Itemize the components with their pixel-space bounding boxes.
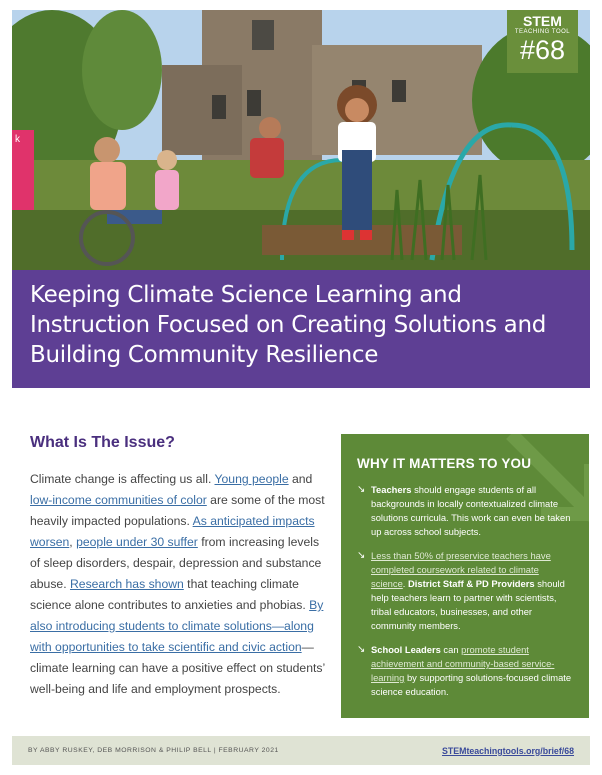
- link-promote-student-achievement[interactable]: promote student achievement and community-based service-learning: [371, 644, 555, 683]
- issue-text: that teaching climate science alone contributes to anxieties and phobias.: [30, 577, 310, 612]
- footer-bar: [12, 736, 590, 765]
- issue-text: Climate change is affecting us all.: [30, 472, 215, 486]
- arrow-down-right-icon: ↘: [357, 484, 366, 495]
- issue-text: are some of the most heavily impacted populations.: [30, 493, 325, 528]
- list-item-school-leaders: [357, 643, 575, 699]
- link-people-under-30[interactable]: people under 30 suffer: [76, 535, 198, 549]
- badge-subtitle: TEACHING TOOL: [514, 29, 571, 35]
- audience-school-leaders: School Leaders: [371, 644, 441, 655]
- item-text: should help teachers learn to partner with scientists, tribal educators, businesses, and other community members.: [371, 578, 565, 631]
- issue-heading: What Is The Issue?: [30, 434, 175, 451]
- garden-scene-illustration: [12, 10, 590, 270]
- arrow-down-right-icon: ↘: [357, 550, 366, 561]
- why-list: [357, 483, 575, 699]
- footer-url-link[interactable]: STEMteachingtools.org/brief/68: [442, 745, 574, 756]
- footer-authors: BY ABBY RUSKEY, DEB MORRISON & PHILIP BELL | FEBRUARY 2021: [28, 747, 279, 754]
- link-anticipated-impacts[interactable]: As anticipated impacts worsen: [30, 514, 315, 549]
- link-climate-solutions[interactable]: By also introducing students to climate solutions—along with opportunities to take scientific and civic action: [30, 598, 324, 654]
- badge-stem-label: STEM: [523, 13, 562, 29]
- audience-teachers: Teachers: [371, 484, 412, 495]
- issue-text: and: [288, 472, 313, 486]
- issue-text: ,: [69, 535, 77, 549]
- issue-text: —climate learning can have a positive effect on students’ well-being and life and employment prospects.: [30, 640, 325, 696]
- link-research-has-shown[interactable]: Research has shown: [69, 577, 184, 591]
- title-banner: [12, 270, 590, 388]
- link-young-people[interactable]: Young people: [214, 472, 289, 486]
- arrow-down-right-icon: ↘: [357, 644, 366, 655]
- list-item-district-staff: [357, 549, 575, 633]
- list-item-teachers: [357, 483, 575, 539]
- issue-paragraph: [30, 469, 330, 700]
- sign-letter: k: [15, 134, 20, 145]
- why-it-matters-box: [341, 434, 589, 718]
- item-text: can: [440, 644, 462, 655]
- link-preservice-teachers[interactable]: Less than 50% of preservice teachers have completed coursework related to climate science: [371, 550, 551, 589]
- item-text: .: [402, 578, 406, 589]
- item-text: by supporting solutions-focused climate science education.: [371, 672, 572, 697]
- link-low-income-communities[interactable]: low-income communities of color: [30, 493, 207, 507]
- issue-section: [30, 434, 330, 700]
- stem-teaching-tool-badge: [507, 10, 578, 73]
- item-text: should engage students of all backgrounds in locally contextualized climate solutions curricula. This work can even be taken up across school subjects.: [371, 484, 571, 537]
- badge-number: #68: [519, 35, 566, 65]
- audience-district-staff: District Staff & PD Providers: [405, 578, 535, 589]
- issue-text: from increasing levels of sleep disorders, despair, depression and substance abuse.: [30, 535, 322, 591]
- hero-photo: [12, 10, 590, 270]
- page-title: Keeping Climate Science Learning and Instruction Focused on Creating Solutions and Building Community Resilience: [30, 282, 547, 368]
- why-heading: WHY IT MATTERS TO YOU: [357, 456, 532, 471]
